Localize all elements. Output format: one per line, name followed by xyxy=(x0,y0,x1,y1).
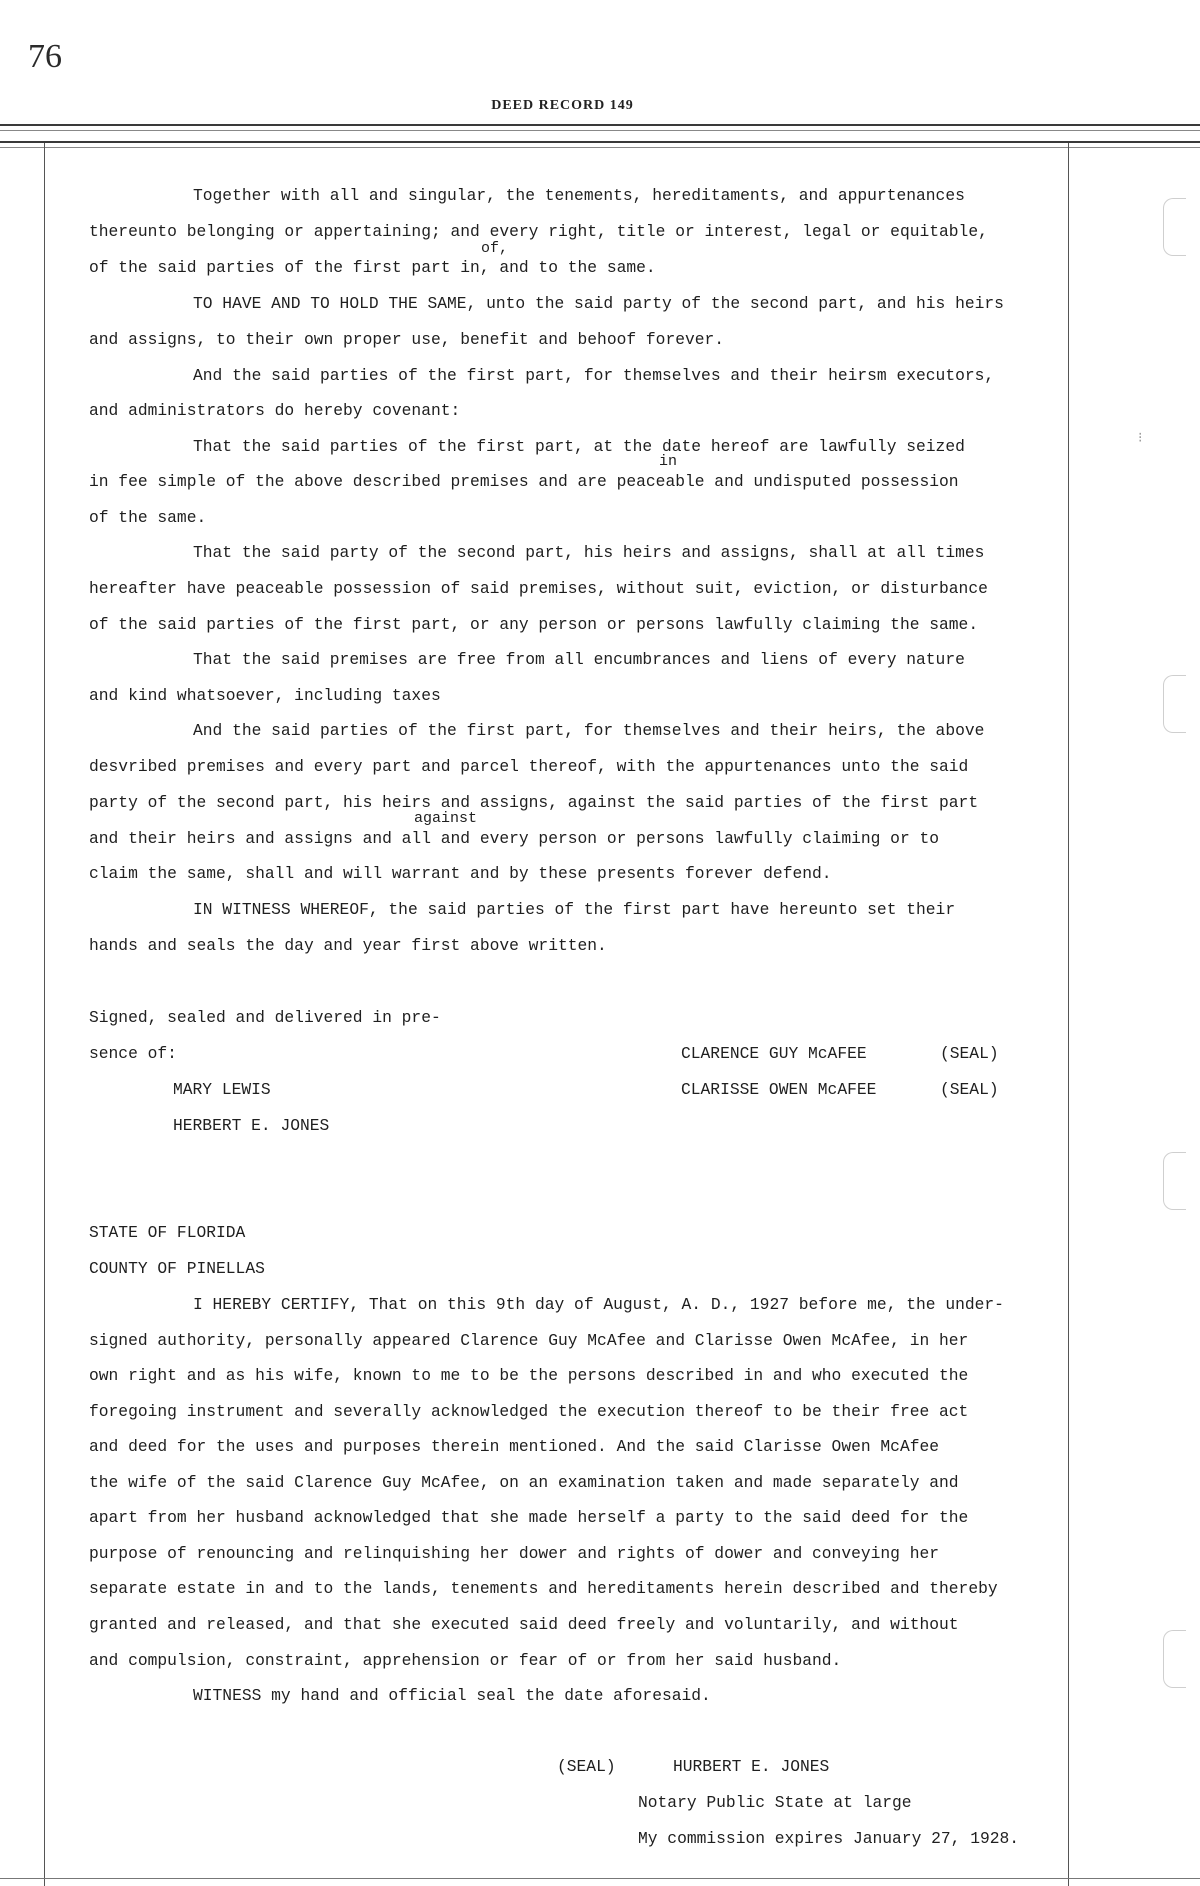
ack-line: granted and released, and that she executed said deed freely and voluntarily, and without xyxy=(89,1615,959,1634)
header-rule xyxy=(0,147,1200,148)
body-line: of the same. xyxy=(89,508,207,527)
ack-line: apart from her husband acknowledged that she made herself a party to the said deed for the xyxy=(89,1508,969,1527)
body-line: And the said parties of the first part, for themselves and their heirs, the above xyxy=(193,721,985,740)
page-number: 76 xyxy=(28,38,62,75)
signed-sealed-line: sence of: xyxy=(89,1044,177,1063)
ack-line: purpose of renouncing and relinquishing her dower and rights of dower and conveying her xyxy=(89,1544,940,1563)
record-title: DEED RECORD 149 xyxy=(491,98,634,113)
binder-tab xyxy=(1163,1152,1186,1210)
notary-seal: (SEAL) xyxy=(557,1757,616,1776)
body-line: and kind whatsoever, including taxes xyxy=(89,686,441,705)
body-line: TO HAVE AND TO HOLD THE SAME, unto the said party of the second part, and his heirs xyxy=(193,294,1004,313)
body-line: claim the same, shall and will warrant and by these presents forever defend. xyxy=(89,864,832,883)
binder-tab xyxy=(1163,198,1186,256)
body-line: desvribed premises and every part and parcel thereof, with the appurtenances unto the said xyxy=(89,757,969,776)
ack-line: WITNESS my hand and official seal the date aforesaid. xyxy=(193,1686,711,1705)
left-margin-line xyxy=(44,143,45,1886)
interlineation: in xyxy=(659,453,678,470)
ack-line: signed authority, personally appeared Clarence Guy McAfee and Clarisse Owen McAfee, in her xyxy=(89,1331,969,1350)
witness-name: HERBERT E. JONES xyxy=(173,1116,330,1135)
ack-line: I HEREBY CERTIFY, That on this 9th day of August, A. D., 1927 before me, the under- xyxy=(193,1295,1004,1314)
body-line: party of the second part, his heirs and assigns, against the said parties of the first part xyxy=(89,793,979,812)
notary-title: Notary Public State at large xyxy=(638,1793,912,1812)
body-line: thereunto belonging or appertaining; and every right, title or interest, legal or equitable, xyxy=(89,222,988,241)
grantor-name: CLARISSE OWEN McAFEE xyxy=(681,1080,877,1099)
interlineation: of, xyxy=(481,240,509,257)
venue-state: STATE OF FLORIDA xyxy=(89,1223,246,1242)
binder-tab xyxy=(1163,675,1186,733)
body-line: And the said parties of the first part, for themselves and their heirsm executors, xyxy=(193,366,995,385)
right-margin-line xyxy=(1068,143,1069,1886)
body-line: hereafter have peaceable possession of said premises, without suit, eviction, or disturbance xyxy=(89,579,988,598)
body-line: and their heirs and assigns and all and every person or persons lawfully claiming or to xyxy=(89,829,940,848)
signed-sealed-line: Signed, sealed and delivered in pre- xyxy=(89,1008,441,1027)
body-line: Together with all and singular, the tenements, hereditaments, and appurtenances xyxy=(193,186,965,205)
notary-name: HURBERT E. JONES xyxy=(673,1757,830,1776)
interlineation: against xyxy=(414,810,478,827)
body-line: in fee simple of the above described premises and are peaceable and undisputed possession xyxy=(89,472,959,491)
ack-line: foregoing instrument and severally acknowledged the execution thereof to be their free act xyxy=(89,1402,969,1421)
ack-line: and deed for the uses and purposes therein mentioned. And the said Clarisse Owen McAfee xyxy=(89,1437,940,1456)
body-line: of the said parties of the first part, or any person or persons lawfully claiming the same. xyxy=(89,615,979,634)
ack-line: and compulsion, constraint, apprehension or fear of or from her said husband. xyxy=(89,1651,842,1670)
header-rule xyxy=(0,141,1200,143)
ack-line: the wife of the said Clarence Guy McAfee, on an examination taken and made separately and xyxy=(89,1473,959,1492)
ack-line: separate estate in and to the lands, tenements and hereditaments herein described and thereby xyxy=(89,1579,998,1598)
bottom-rule xyxy=(0,1878,1200,1879)
notary-commission: My commission expires January 27, 1928. xyxy=(638,1829,1020,1848)
witness-name: MARY LEWIS xyxy=(173,1080,271,1099)
body-line: That the said parties of the first part, at the date hereof are lawfully seized xyxy=(193,437,965,456)
body-line: and administrators do hereby covenant: xyxy=(89,401,461,420)
body-line: of the said parties of the first part in, and to the same. xyxy=(89,258,656,277)
venue-county: COUNTY OF PINELLAS xyxy=(89,1259,265,1278)
body-line: That the said premises are free from all encumbrances and liens of every nature xyxy=(193,650,965,669)
seal-mark: (SEAL) xyxy=(940,1044,999,1063)
binder-tab xyxy=(1163,1630,1186,1688)
body-line: and assigns, to their own proper use, benefit and behoof forever. xyxy=(89,330,725,349)
grantor-name: CLARENCE GUY McAFEE xyxy=(681,1044,867,1063)
seal-mark: (SEAL) xyxy=(940,1080,999,1099)
header-rule xyxy=(0,124,1200,126)
header-rule xyxy=(0,130,1200,131)
ack-line: own right and as his wife, known to me to be the persons described in and who executed the xyxy=(89,1366,969,1385)
margin-mark-icon: ⁝ xyxy=(1138,431,1143,447)
body-line: hands and seals the day and year first above written. xyxy=(89,936,607,955)
body-line: IN WITNESS WHEREOF, the said parties of the first part have hereunto set their xyxy=(193,900,956,919)
body-line: That the said party of the second part, his heirs and assigns, shall at all times xyxy=(193,543,985,562)
